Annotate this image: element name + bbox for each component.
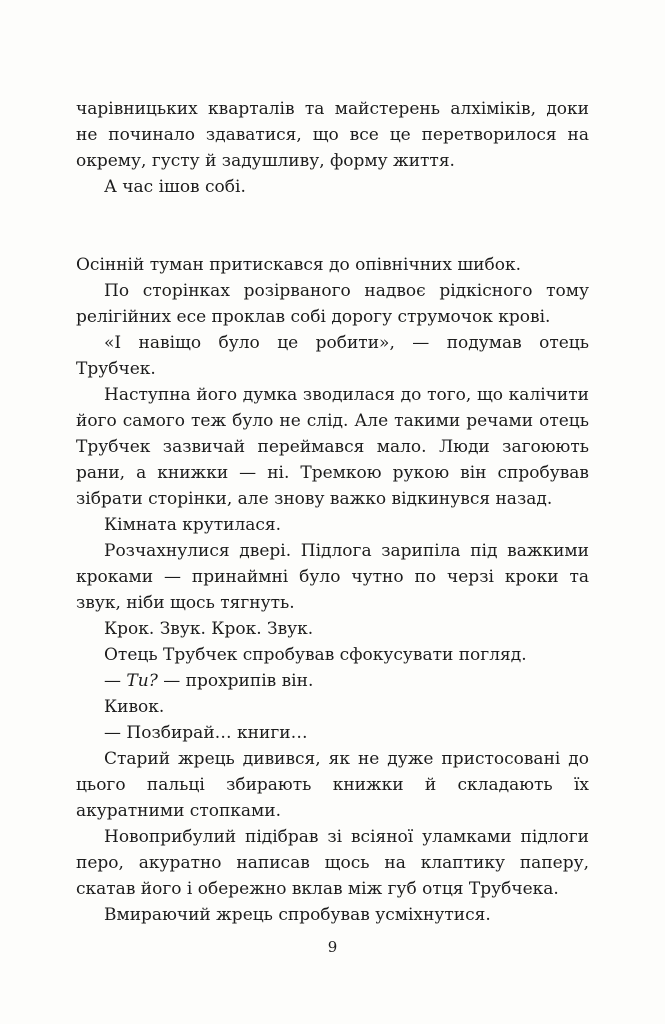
paragraph [76, 278, 589, 330]
paragraph [76, 824, 589, 902]
paragraph [76, 720, 589, 746]
text-run: Кімната крутилася. [104, 515, 282, 535]
text-run: чарівницьких кварталів та майстерень алхіміків, доки не починало здаватися, що все це перетворилося на окрему, густу й задушливу, форму життя. [76, 99, 589, 171]
text-run: Наступна його думка зводилася до того, що калічити його самого теж було не слід. Але такими речами отець Трубчек зазвичай переймався мало. Люди загоюють рани, а книжки — ні. Тремкою рукою він спробував зібрати сторінки, але знову важко відкинувся назад. [76, 385, 589, 509]
paragraph [76, 96, 589, 174]
paragraph [76, 694, 589, 720]
text-run: Розчахнулися двері. Підлога зарипіла під важкими кроками — принаймні було чутно по черзі кроки та звук, ніби щось тягнуть. [76, 541, 589, 613]
text-run: Вмираючий жрець спробував усміхнутися. [104, 905, 491, 925]
text-run: — прохрипів він. [157, 671, 314, 691]
text-run: Крок. Звук. Крок. Звук. [104, 619, 314, 639]
paragraph [76, 668, 589, 694]
paragraph [76, 174, 589, 200]
paragraph [76, 382, 589, 512]
paragraph [76, 616, 589, 642]
text-run: — [104, 671, 127, 691]
text-block [76, 96, 589, 928]
italic-text-run: Ти? [126, 671, 158, 691]
text-run: Кивок. [104, 697, 165, 717]
paragraph [76, 512, 589, 538]
text-run: По сторінках розірваного надвоє рідкісного тому релігійних есе проклав собі дорогу струмочок крові. [76, 281, 589, 327]
text-run: «І навіщо було це робити», — подумав отець Трубчек. [76, 333, 589, 379]
text-run: Отець Трубчек спробував сфокусувати погляд. [104, 645, 527, 665]
paragraph [76, 252, 589, 278]
paragraph [76, 902, 589, 928]
text-run: Новоприбулий підібрав зі всіяної уламками підлоги перо, акуратно написав щось на клаптику паперу, скатав його і обережно вклав між губ отця Трубчека. [76, 827, 589, 899]
paragraph [76, 330, 589, 382]
text-run: Старий жрець дивився, як не дуже пристосовані до цього пальці збирають книжки й складають їх акуратними стопками. [76, 749, 589, 821]
paragraph [76, 538, 589, 616]
paragraph [76, 642, 589, 668]
paragraph [76, 746, 589, 824]
text-run: А час ішов собі. [104, 177, 246, 197]
text-run: — Позбирай… книги… [104, 723, 308, 743]
text-run: Осінній туман притискався до опівнічних шибок. [76, 255, 521, 275]
page-number: 9 [327, 938, 338, 956]
